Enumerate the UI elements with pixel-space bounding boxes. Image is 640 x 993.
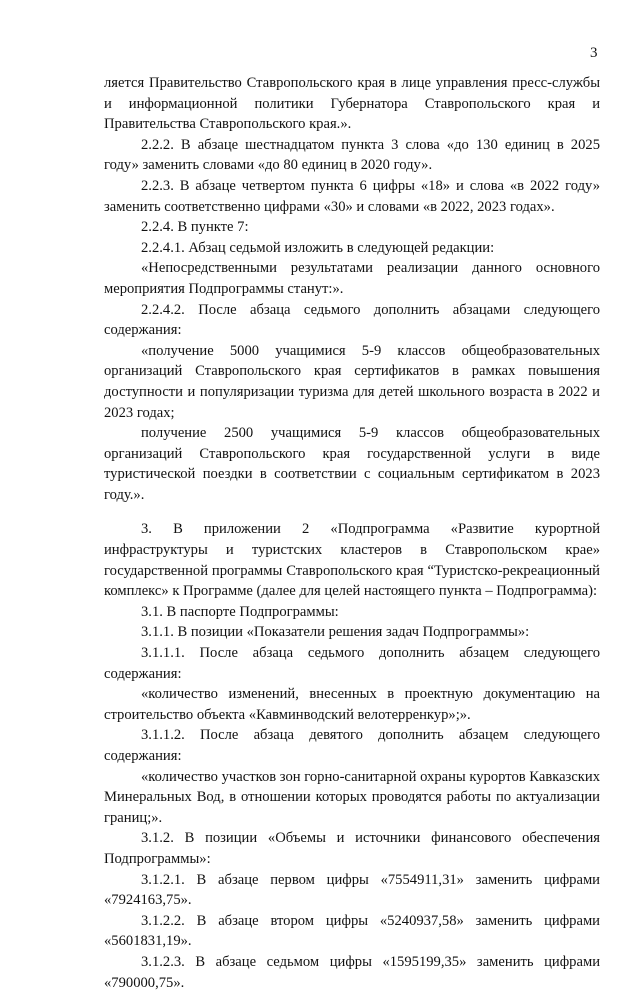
paragraph: «получение 5000 учащимися 5-9 классов общеобразовательных организаций Ставропольского края сертификатов в рамках повышения доступности и популяризации туризма для детей школьного возраста в 2022 и 2023 годах; (104, 342, 600, 421)
paragraph: 3.1.2.1. В абзаце первом цифры «7554911,31» заменить цифрами «7924163,75». (104, 871, 600, 909)
paragraph: «количество участков зон горно-санитарной охраны курортов Кавказских Минеральных Вод, в отношении которых проводятся работы по актуализации границ;». (104, 768, 600, 826)
paragraph: 3.1. В паспорте Подпрограммы: (141, 603, 339, 620)
paragraph: 2.2.4.1. Абзац седьмой изложить в следующей редакции: (141, 239, 495, 256)
paragraph: 2.2.4. В пункте 7: (141, 219, 249, 236)
paragraph: 3.1.1.1. После абзаца седьмого дополнить абзацем следующего содержания: (104, 645, 600, 682)
paragraph: 3.1.2.3. В абзаце седьмом цифры «1595199,35» заменить цифрами «790000,75». (104, 953, 600, 991)
paragraph: «Непосредственными результатами реализации данного основного мероприятия Подпрограммы станут:». (104, 260, 600, 297)
paragraph: 3.1.2. В позиции «Объемы и источники финансового обеспечения Подпрограммы»: (104, 830, 600, 867)
paragraph: 2.2.2. В абзаце шестнадцатом пункта 3 слова «до 130 единиц в 2025 году» заменить словами «до 80 единиц в 2020 году». (104, 136, 600, 174)
paragraph: ляется Правительство Ставропольского края в лице управления пресс-службы и информационной политики Губернатора Ставропольского края и Правительства Ставропольского края.». (104, 75, 600, 133)
paragraph: получение 2500 учащимися 5-9 классов общеобразовательных организаций Ставропольского края государственной услуги в виде туристической поездки в соответствии с социальным сертификатом в 2023 году.». (104, 425, 600, 503)
document-body (104, 73, 600, 993)
paragraph: 3.1.1. В позиции «Показатели решения задач Подпрограммы»: (141, 624, 530, 641)
paragraph: 2.2.4.2. После абзаца седьмого дополнить абзацами следующего содержания: (104, 301, 600, 339)
paragraph: 3.1.1.2. После абзаца девятого дополнить абзацем следующего содержания: (104, 727, 600, 764)
paragraph: «количество изменений, внесенных в проектную документацию на строительство объекта «Кавминводский велотерренкур»;». (104, 686, 600, 723)
paragraph: 3.1.2.2. В абзаце втором цифры «5240937,58» заменить цифрами «5601831,19». (104, 912, 600, 950)
page-number: 3 (590, 45, 598, 61)
paragraph: 2.2.3. В абзаце четвертом пункта 6 цифры «18» и слова «в 2022 году» заменить соответственно цифрами «30» и словами «в 2022, 2023 годах». (104, 177, 600, 215)
paragraph: 3. В приложении 2 «Подпрограмма «Развитие курортной инфраструктуры и туристских кластеров в Ставропольском крае» государственной программы Ставропольского края “Туристско-рекреационный комплекс» к Программе (далее для целей настоящего пункта – Подпрограмма): (104, 521, 600, 600)
